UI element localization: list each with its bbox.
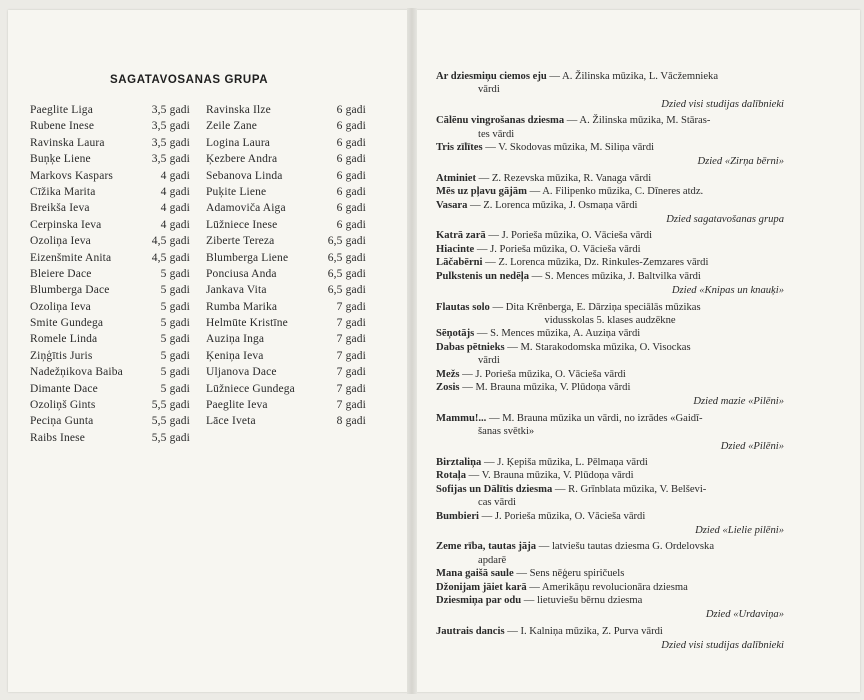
roster-row [206, 348, 376, 364]
song-title: Birztaliņa [436, 456, 482, 468]
child-age: 4,5 gadi [151, 251, 190, 264]
performer-line: Dzied visi studijas dalībnieki [661, 98, 784, 110]
child-age: 6,5 gadi [327, 284, 366, 297]
child-age: 5,5 gadi [151, 415, 190, 428]
program-item [436, 567, 784, 580]
song-credits: — S. Mences mūzika, J. Baltvilka vārdi [529, 270, 701, 282]
child-age: 5 gadi [160, 333, 190, 346]
child-age: 7 gadi [336, 366, 366, 379]
child-name: Ķezbere Andra [206, 153, 278, 166]
song-credits: — Z. Lorenca mūzika, J. Osmaņa vārdi [467, 199, 638, 211]
song-credits-continued: vidusskolas 5. klases audzēkne [544, 314, 676, 326]
song-credits: — J. Porieša mūzika, O. Vācieša vārdi [474, 243, 641, 255]
program-item [436, 510, 784, 523]
program-item [436, 469, 784, 482]
child-age: 5 gadi [160, 366, 190, 379]
child-name: Lāce Iveta [206, 415, 256, 428]
song-credits: — M. Brauna mūzika, V. Plūdoņa vārdi [459, 381, 631, 393]
program-item [436, 483, 784, 510]
song-title: Dziesmiņa par odu [436, 595, 522, 607]
child-age: 8 gadi [336, 415, 366, 428]
song-credits-continued: šanas svētki» [478, 426, 535, 438]
roster-row [206, 151, 376, 167]
child-age: 5 gadi [160, 284, 190, 297]
roster-row [206, 381, 376, 397]
roster-row [30, 102, 200, 118]
song-title: Katrā zarā [436, 230, 486, 242]
child-age: 6 gadi [336, 218, 366, 231]
song-credits: — Dita Krēnberga, E. Dārziņa speciālās mūzikas [489, 301, 701, 313]
roster-row [30, 184, 200, 200]
song-credits: — J. Porieša mūzika, O. Vācieša vārdi [478, 510, 646, 522]
program-item [436, 256, 784, 269]
child-name: Eizenšmite Anita [30, 251, 112, 264]
child-age: 4 gadi [160, 202, 190, 215]
song-title: Pulkstenis un nedēļa [436, 270, 530, 282]
program-item [436, 229, 784, 242]
child-age: 3,5 gadi [151, 153, 190, 166]
program-item [436, 243, 784, 256]
song-title: Vasara [436, 199, 468, 211]
child-name: Lūžniece Inese [206, 218, 278, 231]
child-age: 6 gadi [336, 169, 366, 182]
child-name: Zeile Zane [206, 120, 257, 133]
roster-row [206, 315, 376, 331]
child-name: Markovs Kaspars [30, 169, 114, 182]
child-name: Rubene Inese [30, 120, 95, 133]
song-credits: — latviešu tautas dziesma G. Ordelovska [536, 541, 715, 553]
song-credits: — lietuviešu bērnu dziesma [521, 595, 643, 607]
roster-row [30, 299, 200, 315]
program-item [436, 270, 784, 283]
roster-row [30, 200, 200, 216]
child-name: Ravinska Ilze [206, 104, 271, 116]
song-title: Bumbieri [436, 510, 479, 522]
song-credits: — J. Porieša mūzika, O. Vācieša vārdi [459, 368, 626, 380]
program-item [436, 581, 784, 594]
roster-row [30, 397, 200, 413]
song-credits: — Amerikāņu revolucionāra dziesma [526, 581, 688, 593]
child-age: 4,5 gadi [151, 235, 190, 248]
song-credits: — Z. Lorenca mūzika, Dz. Rinkules-Zemzares vārdi [482, 257, 709, 269]
roster-row [30, 348, 200, 364]
child-name: Ozoliņš Gints [30, 399, 96, 412]
program-item [436, 625, 784, 638]
child-name: Cīžika Marita [30, 185, 96, 198]
child-name: Cerpinska Ieva [30, 218, 102, 231]
child-name: Raibs Inese [30, 431, 85, 444]
song-credits: — I. Kalniņa mūzika, Z. Purva vārdi [504, 625, 663, 637]
performer-line: Dzied «Lielie pilēni» [695, 525, 784, 536]
roster-row [206, 299, 376, 315]
child-age: 6,5 gadi [327, 235, 366, 248]
child-age: 6 gadi [336, 136, 366, 149]
roster-row [206, 135, 376, 151]
child-age: 5,5 gadi [151, 431, 190, 444]
song-credits: — J. Porieša mūzika, O. Vācieša vārdi [485, 230, 653, 242]
performer-line: Dzied «Urdaviņa» [705, 609, 784, 621]
child-name: Breikša Ieva [30, 202, 90, 215]
performer-line: Dzied «Zirņa bērni» [697, 156, 784, 168]
song-credits: — M. Brauna mūzika un vārdi, no izrādes «Gaidī- [486, 412, 703, 424]
child-age: 5 gadi [160, 300, 190, 313]
program-item [436, 114, 784, 141]
child-name: Helmūte Kristīne [206, 317, 288, 330]
child-age: 4 gadi [160, 185, 190, 198]
song-credits: — A. Filipenko mūzika, C. Dīneres atdz. [526, 186, 704, 198]
child-name: Blumberga Liene [206, 251, 289, 264]
song-credits: — S. Mences mūzika, A. Auziņa vārdi [474, 328, 641, 340]
song-title: Ar dziesmiņu ciemos eju [436, 71, 547, 82]
song-title: Sēņotājs [436, 328, 475, 340]
song-title: Rotaļa [436, 470, 467, 482]
program-item [436, 327, 784, 340]
child-name: Ozoliņa Ieva [30, 235, 91, 248]
child-name: Auziņa Inga [206, 333, 265, 346]
program-item [436, 594, 784, 607]
child-name: Ponciusa Anda [206, 267, 277, 280]
child-name: Ziberte Tereza [206, 235, 275, 248]
roster-row [206, 233, 376, 249]
roster-row [206, 397, 376, 413]
song-credits-continued: vārdi [478, 355, 500, 367]
roster-column-a [30, 102, 200, 446]
child-name: Ravinska Laura [30, 136, 105, 149]
roster-row [30, 266, 200, 282]
child-name: Rumba Marika [206, 300, 278, 313]
page-fold [407, 8, 417, 694]
song-credits: — V. Skodovas mūzika, M. Siliņa vārdi [482, 142, 655, 154]
roster-row [206, 184, 376, 200]
song-credits: — R. Grīnblata mūzika, V. Belševi- [552, 483, 707, 495]
roster-row [30, 430, 200, 446]
child-age: 7 gadi [336, 349, 366, 362]
program-item [436, 381, 784, 394]
child-name: Blumberga Dace [30, 284, 110, 297]
program-item [436, 412, 784, 439]
child-name: Romele Linda [30, 333, 98, 346]
roster-row [206, 266, 376, 282]
song-title: Džonijam jāiet karā [436, 581, 527, 593]
child-name: Buņķe Liene [30, 153, 91, 166]
roster-row [30, 381, 200, 397]
roster-row [30, 135, 200, 151]
child-age: 6 gadi [336, 153, 366, 166]
child-age: 3,5 gadi [151, 120, 190, 133]
song-credits-continued: vārdi [478, 84, 500, 96]
song-credits: — A. Žilinska mūzika, M. Stāras- [564, 115, 711, 127]
roster-row [30, 364, 200, 380]
child-age: 6,5 gadi [327, 251, 366, 264]
song-title: Mana gaišā saule [436, 568, 514, 580]
song-credits: — Sens nēģeru spiričuels [513, 568, 625, 580]
child-name: Smite Gundega [30, 317, 104, 330]
performer-line: Dzied «Knipas un knauķi» [671, 285, 784, 297]
child-age: 7 gadi [336, 317, 366, 330]
roster-row [206, 250, 376, 266]
program-item [436, 141, 784, 154]
roster-row [206, 282, 376, 298]
song-credits-continued: tes vārdi [478, 128, 515, 140]
program-item [436, 456, 784, 469]
roster-row [30, 413, 200, 429]
song-title: Mēs uz pļavu gājām [436, 186, 527, 198]
song-title: Mammu!... [436, 412, 487, 424]
performer-line: Dzied mazie «Pilēni» [693, 396, 784, 408]
roster-row [206, 168, 376, 184]
song-credits: — A. Žilinska mūzika, L. Vācžemnieka [546, 71, 719, 82]
roster-row [30, 118, 200, 134]
child-name: Ziņģītis Juris [30, 349, 93, 362]
roster-row [206, 217, 376, 233]
child-name: Puķite Liene [206, 185, 267, 198]
song-title: Flautas solo [436, 301, 490, 313]
program-item [436, 199, 784, 212]
song-title: Dabas pētnieks [436, 341, 505, 353]
child-age: 5 gadi [160, 382, 190, 395]
song-title: Hiacinte [436, 243, 475, 255]
program-item [436, 368, 784, 381]
child-age: 6 gadi [336, 202, 366, 215]
song-title: Cālēnu vingrošanas dziesma [436, 115, 565, 127]
child-name: Ozoliņa Ieva [30, 300, 91, 313]
child-name: Nadežņikova Baiba [30, 366, 123, 379]
roster-row [30, 217, 200, 233]
child-age: 7 gadi [336, 399, 366, 412]
child-name: Peciņa Gunta [30, 415, 94, 428]
child-age: 6 gadi [336, 185, 366, 198]
roster-row [30, 282, 200, 298]
child-age: 5 gadi [160, 267, 190, 280]
child-name: Ķeniņa Ieva [206, 349, 264, 362]
child-name: Uljanova Dace [206, 366, 277, 379]
song-title: Zeme rība, tautas jāja [436, 541, 537, 553]
performer-line: Dzied «Pilēni» [720, 440, 784, 452]
roster-row [30, 250, 200, 266]
child-name: Dimante Dace [30, 382, 98, 395]
child-age: 3,5 gadi [151, 104, 190, 116]
roster-row [206, 200, 376, 216]
program-item [436, 70, 784, 97]
child-age: 7 gadi [336, 333, 366, 346]
roster-row [206, 331, 376, 347]
child-age: 5 gadi [160, 349, 190, 362]
child-age: 6 gadi [336, 104, 366, 116]
program-item [436, 172, 784, 185]
child-age: 5,5 gadi [151, 399, 190, 412]
song-title: Tris zīlītes [436, 142, 483, 154]
song-credits-continued: apdarē [478, 554, 507, 566]
roster-row [30, 151, 200, 167]
roster-row [206, 364, 376, 380]
child-age: 4 gadi [160, 218, 190, 231]
program-item [436, 301, 784, 328]
performer-line: Dzied sagatavošanas grupa [666, 214, 784, 226]
song-title: Sofijas un Dālītis dziesma [436, 483, 553, 495]
child-name: Paeglite Liga [30, 104, 93, 116]
roster-row [30, 168, 200, 184]
roster-row [30, 315, 200, 331]
child-age: 5 gadi [160, 317, 190, 330]
song-title: Zosis [436, 381, 460, 393]
song-credits: — M. Starakodomska mūzika, O. Visockas [504, 341, 691, 353]
child-name: Lūžniece Gundega [206, 382, 295, 395]
child-age: 6,5 gadi [327, 267, 366, 280]
child-name: Paeglite Ieva [206, 399, 268, 412]
program-item [436, 185, 784, 198]
child-name: Jankava Vita [206, 284, 267, 297]
child-name: Sebanova Linda [206, 169, 283, 182]
roster-row [30, 233, 200, 249]
child-age: 4 gadi [160, 169, 190, 182]
child-age: 3,5 gadi [151, 136, 190, 149]
song-credits: — J. Ķepiša mūzika, L. Pēlmaņa vārdi [481, 456, 648, 468]
child-name: Bleiere Dace [30, 267, 92, 280]
song-title: Lāčabērni [436, 257, 483, 269]
program-item [436, 341, 784, 368]
child-age: 7 gadi [336, 382, 366, 395]
child-name: Logina Laura [206, 136, 271, 149]
performer-line: Dzied visi studijas dalībnieki [661, 640, 784, 652]
song-credits-continued: cas vārdi [478, 497, 516, 509]
program-item [436, 540, 784, 567]
song-title: Atminiet [436, 172, 477, 184]
roster-row [206, 102, 376, 118]
child-name: Adamoviča Aiga [206, 202, 286, 215]
roster-column-b [206, 102, 376, 430]
song-title: Jautrais dancis [436, 625, 505, 637]
song-title: Mežs [436, 368, 460, 380]
roster-row [30, 331, 200, 347]
group-title: SAGATAVOSANAS GRUPA [110, 74, 269, 86]
concert-program [436, 70, 784, 656]
child-age: 7 gadi [336, 300, 366, 313]
roster-row [206, 413, 376, 429]
song-credits: — Z. Rezevska mūzika, R. Vanaga vārdi [476, 172, 652, 184]
song-credits: — V. Brauna mūzika, V. Plūdoņa vārdi [466, 470, 634, 482]
child-age: 6 gadi [336, 120, 366, 133]
roster-row [206, 118, 376, 134]
